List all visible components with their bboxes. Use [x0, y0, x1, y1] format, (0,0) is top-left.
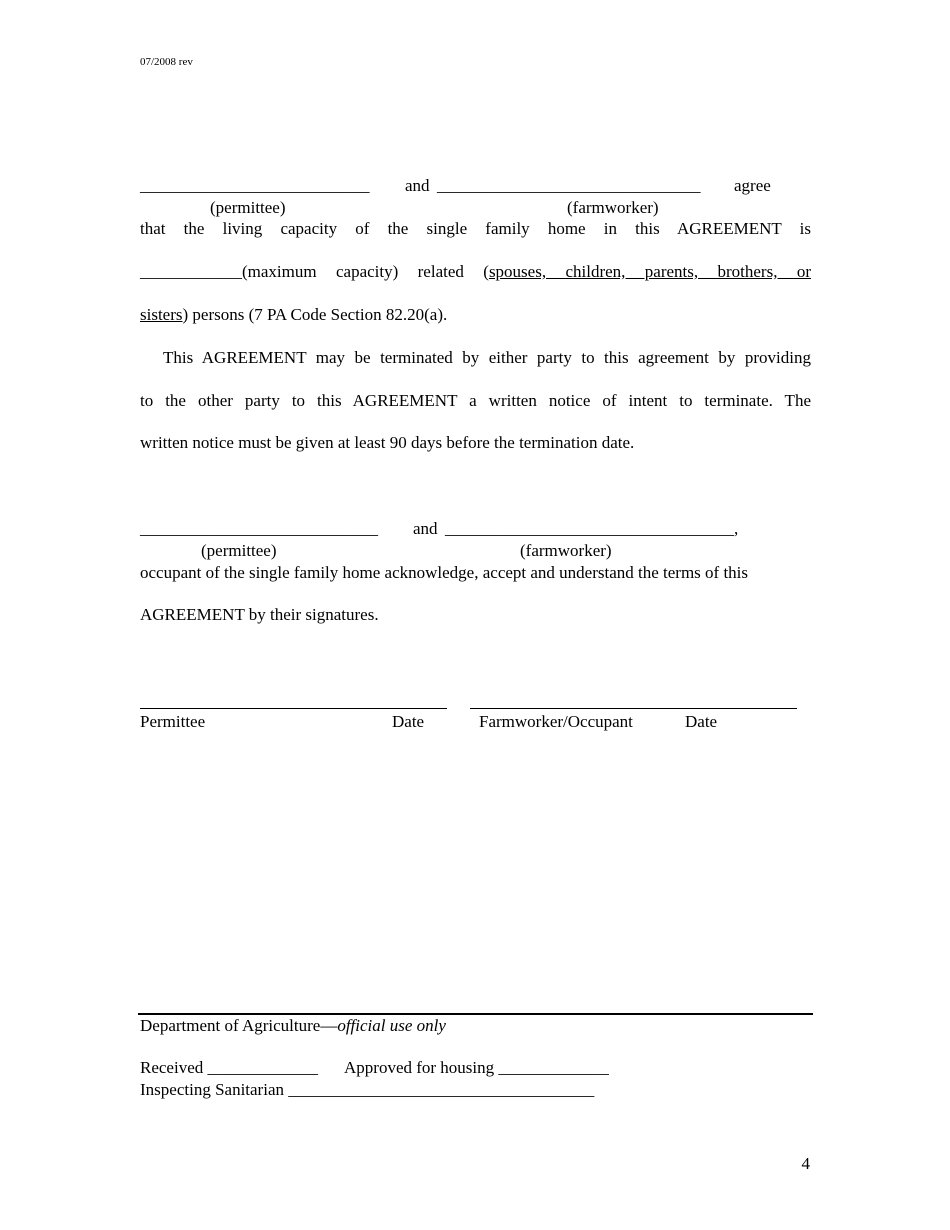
permittee-signature-line[interactable] — [140, 708, 447, 709]
approved-for-housing-field[interactable]: Approved for housing _____________ — [344, 1058, 609, 1077]
page-number: 4 — [801, 1154, 810, 1173]
code-reference: ) persons (7 PA Code Section 82.20(a). — [182, 305, 448, 324]
related-persons-list: spouses, children, parents, brothers, or — [488, 262, 811, 281]
termination-line-1: This AGREEMENT may be terminated by either party to this agreement by providing — [163, 348, 811, 367]
ack-permittee-blank[interactable]: ____________________________ — [140, 519, 378, 538]
official-use-divider — [138, 1013, 813, 1015]
ack-farmworker-label: (farmworker) — [520, 541, 612, 560]
capacity-line-4 — [140, 305, 447, 325]
official-use-heading — [140, 1016, 446, 1036]
capacity-line-2: that the living capacity of the single family home in this AGREEMENT is — [140, 219, 811, 238]
permittee-date-label: Date — [392, 712, 425, 731]
permittee-label: (permittee) — [210, 198, 286, 217]
ack-line-3: AGREEMENT by their signatures. — [140, 605, 379, 624]
ack-and-text: and — [413, 519, 438, 538]
farmworker-blank[interactable]: _______________________________ — [437, 176, 701, 195]
official-use-only: official use only — [337, 1016, 446, 1035]
capacity-line-3 — [140, 262, 811, 282]
termination-line-3: written notice must be given at least 90 days before the termination date. — [140, 433, 635, 452]
sisters-text: sisters — [140, 305, 183, 324]
and-text: and — [405, 176, 430, 195]
farmworker-signature-label: Farmworker/Occupant — [479, 712, 633, 731]
ack-permittee-label: (permittee) — [201, 541, 277, 560]
permittee-signature-label: Permittee — [140, 712, 206, 731]
ack-farmworker-blank[interactable]: __________________________________, — [445, 519, 739, 538]
inspecting-sanitarian-field[interactable]: Inspecting Sanitarian ____________________________________ — [140, 1080, 595, 1099]
revision-date: 07/2008 rev — [140, 56, 193, 68]
termination-line-2: to the other party to this AGREEMENT a written notice of intent to terminate. The — [140, 391, 811, 410]
farmworker-label: (farmworker) — [567, 198, 659, 217]
received-field[interactable]: Received _____________ — [140, 1058, 318, 1077]
ack-line-2: occupant of the single family home acknowledge, accept and understand the terms of this — [140, 563, 749, 582]
farmworker-date-label: Date — [685, 712, 718, 731]
department-name: Department of Agriculture— — [140, 1016, 338, 1035]
capacity-line-3-text: (maximum capacity) related ( — [242, 262, 489, 281]
agree-text: agree — [734, 176, 771, 195]
permittee-blank[interactable]: ___________________________ — [140, 176, 370, 195]
farmworker-signature-line[interactable] — [470, 708, 797, 709]
max-capacity-blank[interactable]: ____________ — [140, 262, 242, 281]
